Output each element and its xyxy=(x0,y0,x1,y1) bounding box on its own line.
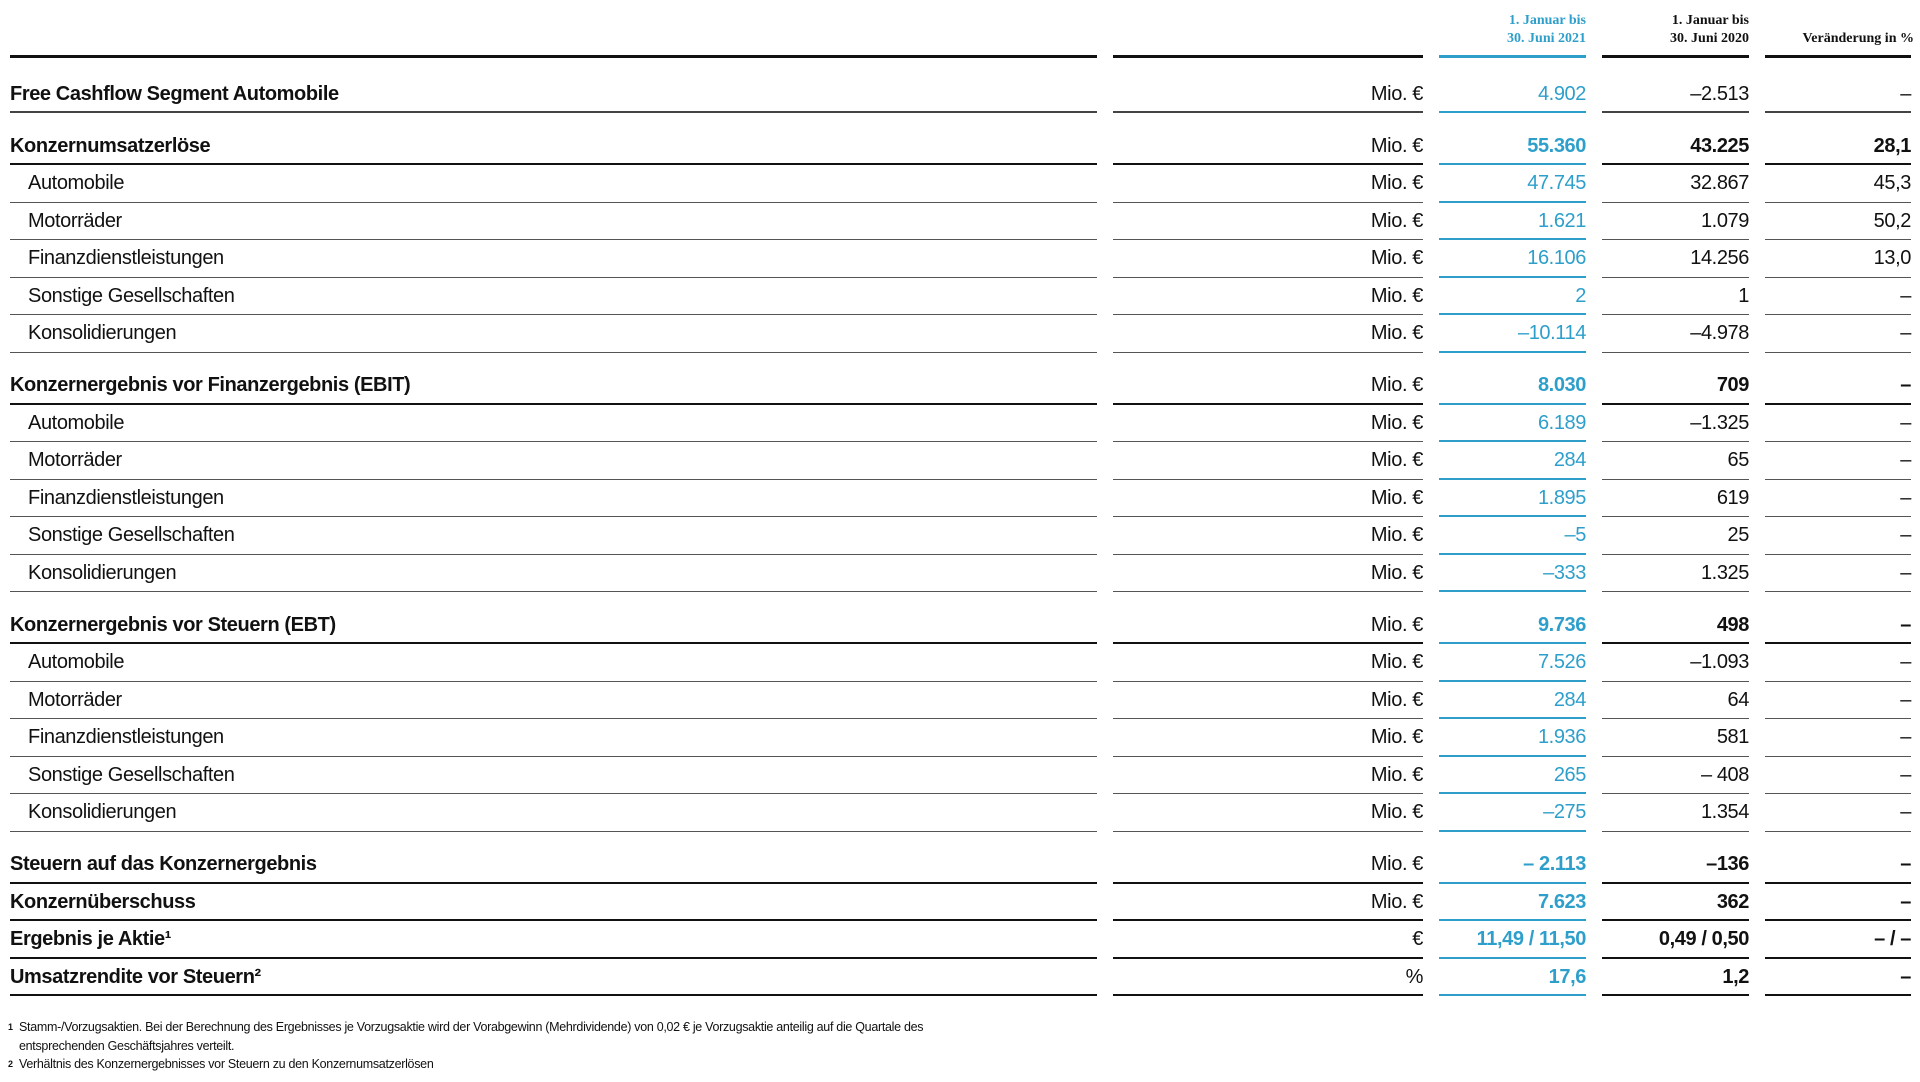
row-unit: Mio. € xyxy=(1113,367,1423,405)
footnote xyxy=(8,1055,923,1074)
value-2020: 581 xyxy=(1602,719,1749,757)
row-label: Automobile xyxy=(10,405,1097,443)
value-change: – / – xyxy=(1765,921,1911,959)
value-2020: 362 xyxy=(1602,884,1749,922)
value-change: 45,3 xyxy=(1765,165,1911,203)
header-line: 30. Juni 2020 xyxy=(1670,31,1749,46)
column-header-2020 xyxy=(1602,12,1749,48)
value-2021: 284 xyxy=(1439,442,1586,480)
table-row xyxy=(0,203,1920,241)
table-row xyxy=(0,794,1920,832)
value-change: 50,2 xyxy=(1765,203,1911,241)
value-2021: 55.360 xyxy=(1439,128,1586,166)
value-change: – xyxy=(1765,76,1911,114)
row-label: Umsatzrendite vor Steuern² xyxy=(10,959,1097,997)
header-line: 1. Januar bis xyxy=(1508,13,1586,28)
value-change: – xyxy=(1765,480,1911,518)
row-label: Konzernüberschuss xyxy=(10,884,1097,922)
value-2020: 64 xyxy=(1602,682,1749,720)
row-label: Ergebnis je Aktie¹ xyxy=(10,921,1097,959)
value-2021: 9.736 xyxy=(1439,607,1586,645)
value-2021: 6.189 xyxy=(1439,405,1586,443)
value-2020: 32.867 xyxy=(1602,165,1749,203)
row-label: Sonstige Gesellschaften xyxy=(10,517,1097,555)
table-row xyxy=(0,644,1920,682)
row-label: Finanzdienstleistungen xyxy=(10,480,1097,518)
value-2021: 1.895 xyxy=(1439,480,1586,518)
table-row xyxy=(0,113,1920,165)
value-change: – xyxy=(1765,757,1911,795)
header-line: 1. Januar bis xyxy=(1671,13,1749,28)
row-label: Konsolidierungen xyxy=(10,794,1097,832)
value-2021: 265 xyxy=(1439,757,1586,795)
row-unit: Mio. € xyxy=(1113,278,1423,316)
row-unit: Mio. € xyxy=(1113,76,1423,114)
row-unit: Mio. € xyxy=(1113,644,1423,682)
row-unit: % xyxy=(1113,959,1423,997)
value-change: – xyxy=(1765,846,1911,884)
table-header xyxy=(0,0,1920,58)
value-2021: 1.936 xyxy=(1439,719,1586,757)
value-change: – xyxy=(1765,884,1911,922)
footnotes xyxy=(8,1018,923,1074)
table-row xyxy=(0,682,1920,720)
value-change: 28,1 xyxy=(1765,128,1911,166)
row-unit: Mio. € xyxy=(1113,240,1423,278)
row-unit: Mio. € xyxy=(1113,555,1423,593)
value-2020: 25 xyxy=(1602,517,1749,555)
value-change: – xyxy=(1765,367,1911,405)
value-2020: 1.079 xyxy=(1602,203,1749,241)
value-2020: 43.225 xyxy=(1602,128,1749,166)
footnote-text: Verhältnis des Konzernergebnisses vor Steuern zu den Konzernumsatzerlösen xyxy=(19,1057,434,1071)
value-2021: 7.526 xyxy=(1439,644,1586,682)
row-unit: Mio. € xyxy=(1113,517,1423,555)
value-change: 13,0 xyxy=(1765,240,1911,278)
row-label: Konzernergebnis vor Finanzergebnis (EBIT) xyxy=(10,367,1097,405)
table-row xyxy=(0,921,1920,959)
table-row xyxy=(0,58,1920,113)
value-2020: 619 xyxy=(1602,480,1749,518)
row-label: Motorräder xyxy=(10,682,1097,720)
value-change: – xyxy=(1765,555,1911,593)
value-change: – xyxy=(1765,959,1911,997)
value-change: – xyxy=(1765,405,1911,443)
row-label: Finanzdienstleistungen xyxy=(10,240,1097,278)
value-2020: –136 xyxy=(1602,846,1749,884)
value-2021: 11,49 / 11,50 xyxy=(1439,921,1586,959)
value-2021: 8.030 xyxy=(1439,367,1586,405)
row-unit: Mio. € xyxy=(1113,405,1423,443)
value-2021: 1.621 xyxy=(1439,203,1586,241)
footnote-text: entsprechenden Geschäftsjahres verteilt. xyxy=(19,1038,235,1053)
value-2021: 17,6 xyxy=(1439,959,1586,997)
row-label: Automobile xyxy=(10,165,1097,203)
row-unit: Mio. € xyxy=(1113,128,1423,166)
row-unit: Mio. € xyxy=(1113,480,1423,518)
table-row xyxy=(0,240,1920,278)
value-2021: 284 xyxy=(1439,682,1586,720)
table-row xyxy=(0,278,1920,316)
value-2020: 498 xyxy=(1602,607,1749,645)
value-change: – xyxy=(1765,517,1911,555)
row-unit: Mio. € xyxy=(1113,884,1423,922)
row-label: Sonstige Gesellschaften xyxy=(10,757,1097,795)
footnote xyxy=(8,1018,923,1037)
value-2021: 4.902 xyxy=(1439,76,1586,114)
value-2020: 1 xyxy=(1602,278,1749,316)
row-unit: Mio. € xyxy=(1113,682,1423,720)
value-change: – xyxy=(1765,719,1911,757)
table-row xyxy=(0,555,1920,593)
table-row xyxy=(0,480,1920,518)
table-row xyxy=(0,959,1920,997)
row-unit: € xyxy=(1113,921,1423,959)
value-2020: 1,2 xyxy=(1602,959,1749,997)
value-change: – xyxy=(1765,278,1911,316)
value-2020: – 408 xyxy=(1602,757,1749,795)
value-change: – xyxy=(1765,442,1911,480)
row-label: Finanzdienstleistungen xyxy=(10,719,1097,757)
table-row xyxy=(0,884,1920,922)
table-row xyxy=(0,517,1920,555)
row-label: Konzernumsatzerlöse xyxy=(10,128,1097,166)
value-2021: –5 xyxy=(1439,517,1586,555)
value-change: – xyxy=(1765,644,1911,682)
value-change: – xyxy=(1765,607,1911,645)
value-change: – xyxy=(1765,682,1911,720)
row-unit: Mio. € xyxy=(1113,165,1423,203)
row-unit: Mio. € xyxy=(1113,607,1423,645)
header-line: 30. Juni 2021 xyxy=(1507,31,1586,46)
row-label: Free Cashflow Segment Automobile xyxy=(10,76,1097,114)
value-2020: –1.325 xyxy=(1602,405,1749,443)
row-label: Steuern auf das Konzernergebnis xyxy=(10,846,1097,884)
value-2021: 47.745 xyxy=(1439,165,1586,203)
table-row xyxy=(0,405,1920,443)
table-row xyxy=(0,353,1920,405)
value-2020: 1.354 xyxy=(1602,794,1749,832)
value-2021: 16.106 xyxy=(1439,240,1586,278)
row-label: Konsolidierungen xyxy=(10,555,1097,593)
value-2020: 709 xyxy=(1602,367,1749,405)
table-row xyxy=(0,832,1920,884)
value-2020: –2.513 xyxy=(1602,76,1749,114)
row-unit: Mio. € xyxy=(1113,719,1423,757)
table-row xyxy=(0,757,1920,795)
row-unit: Mio. € xyxy=(1113,846,1423,884)
table-row xyxy=(0,719,1920,757)
value-change: – xyxy=(1765,794,1911,832)
value-2020: 0,49 / 0,50 xyxy=(1602,921,1749,959)
table-row xyxy=(0,315,1920,353)
footnote-mark: 1 xyxy=(8,1022,13,1032)
value-2020: 14.256 xyxy=(1602,240,1749,278)
footnote-text: Stamm-/Vorzugsaktien. Bei der Berechnung des Ergebnisses je Vorzugsaktie wird der Vorabgewinn (Mehrdividende) von 0,02 € je Vorzugsaktie anteilig auf die Quartale des xyxy=(19,1020,924,1034)
row-label: Konsolidierungen xyxy=(10,315,1097,353)
row-unit: Mio. € xyxy=(1113,794,1423,832)
value-2021: –10.114 xyxy=(1439,315,1586,353)
row-label: Automobile xyxy=(10,644,1097,682)
footnote-mark xyxy=(8,1037,19,1056)
row-label: Konzernergebnis vor Steuern (EBT) xyxy=(10,607,1097,645)
row-unit: Mio. € xyxy=(1113,315,1423,353)
footnote-mark: 2 xyxy=(8,1059,13,1069)
value-2020: 65 xyxy=(1602,442,1749,480)
table-row xyxy=(0,165,1920,203)
row-label: Motorräder xyxy=(10,442,1097,480)
table-body xyxy=(0,58,1920,996)
value-change: – xyxy=(1765,315,1911,353)
row-unit: Mio. € xyxy=(1113,757,1423,795)
value-2021: 2 xyxy=(1439,278,1586,316)
value-2021: 7.623 xyxy=(1439,884,1586,922)
value-2020: –4.978 xyxy=(1602,315,1749,353)
row-unit: Mio. € xyxy=(1113,442,1423,480)
column-header-change: Veränderung in % xyxy=(1802,31,1914,46)
value-2020: –1.093 xyxy=(1602,644,1749,682)
value-2021: – 2.113 xyxy=(1439,846,1586,884)
row-label: Sonstige Gesellschaften xyxy=(10,278,1097,316)
value-2021: –333 xyxy=(1439,555,1586,593)
footnote xyxy=(8,1037,923,1056)
value-2021: –275 xyxy=(1439,794,1586,832)
table-row xyxy=(0,592,1920,644)
row-unit: Mio. € xyxy=(1113,203,1423,241)
column-header-2021 xyxy=(1439,12,1586,48)
row-label: Motorräder xyxy=(10,203,1097,241)
table-row xyxy=(0,442,1920,480)
value-2020: 1.325 xyxy=(1602,555,1749,593)
